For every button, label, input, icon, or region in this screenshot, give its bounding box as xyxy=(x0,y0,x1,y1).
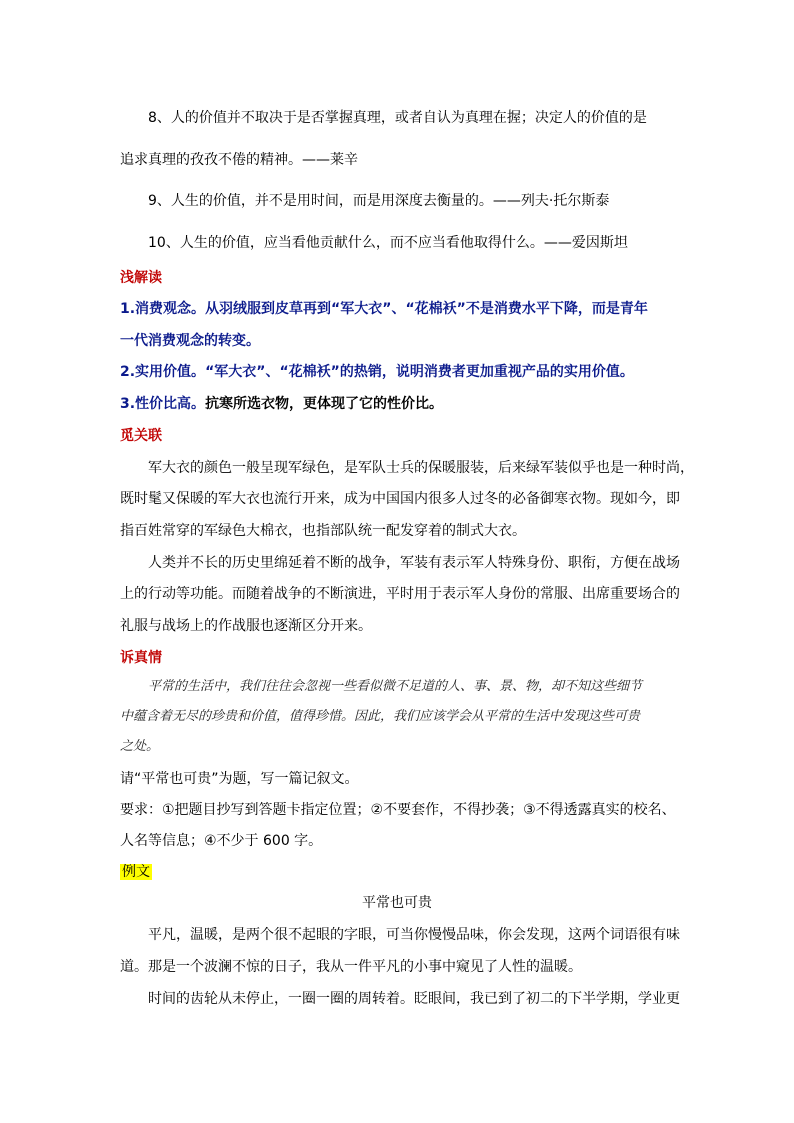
example-title: 平常也可贵 xyxy=(362,895,432,911)
quote-10: 10、人生的价值，应当看他贡献什么，而不应当看他取得什么。——爱因斯坦 xyxy=(148,235,628,251)
mi-p2-line-3: 礼服与战场上的作战服也逐渐区分开来。 xyxy=(120,618,372,634)
section-heading-su: 诉真情 xyxy=(120,650,162,666)
mi-p1-line-1: 军大衣的颜色一般呈现军绿色，是军队士兵的保暖服装，后来绿军装似乎也是一种时尚， xyxy=(148,460,694,476)
reading-item-2 xyxy=(120,362,680,382)
reading-item-1-text: 从羽绒服到皮草再到“军大衣”、“花棉袄”不是消费水平下降，而是青年 xyxy=(205,301,648,317)
section-heading-mi: 觅关联 xyxy=(120,428,162,444)
quote-9: 9、人生的价值，并不是用时间，而是用深度去衡量的。——列夫·托尔斯泰 xyxy=(148,193,610,209)
example-label-highlight: 例文 xyxy=(122,864,150,880)
section-heading-qianjiedu: 浅解读 xyxy=(120,270,162,286)
quote-8-line-1: 8、人的价值并不取决于是否掌握真理，或者自认为真理在握；决定人的价值的是 xyxy=(148,110,647,126)
su-task: 请“平常也可贵”为题，写一篇记叙文。 xyxy=(120,771,359,787)
mi-p2-line-1: 人类并不长的历史里绵延着不断的战争，军装有表示军人特殊身份、职衔，方便在战场 xyxy=(148,555,680,571)
reading-item-3-text: 抗寒所选衣物，更体现了它的性价比。 xyxy=(205,396,444,412)
su-prompt-line-3: 之处。 xyxy=(120,739,160,754)
reading-item-3-lead: 3.性价比高。 xyxy=(120,396,206,412)
reading-item-1-line-1 xyxy=(120,299,680,319)
reading-item-2-text: “军大衣”、“花棉袄”的热销，说明消费者更加重视产品的实用价值。 xyxy=(205,364,634,380)
reading-item-3 xyxy=(120,394,680,414)
su-requirements-line-1: 要求：①把题目抄写到答题卡指定位置；②不要套作，不得抄袭；③不得透露真实的校名、 xyxy=(120,802,676,818)
mi-p2-line-2: 上的行动等功能。而随着战争的不断演进，平时用于表示军人身份的常服、出席重要场合的 xyxy=(120,586,680,602)
example-label xyxy=(120,862,680,882)
example-p2-line-1: 时间的齿轮从未停止，一圈一圈的周转着。眨眼间，我已到了初二的下半学期，学业更 xyxy=(148,991,680,1007)
su-requirements-line-2: 人名等信息；④不少于 600 字。 xyxy=(120,833,323,849)
quote-8-line-2: 追求真理的孜孜不倦的精神。——莱辛 xyxy=(120,152,358,168)
su-prompt-line-1: 平常的生活中，我们往往会忽视一些看似微不足道的人、事、景、物，却不知这些细节 xyxy=(148,679,643,694)
reading-item-2-lead: 2.实用价值。 xyxy=(120,364,206,380)
su-prompt-line-2: 中蕴含着无尽的珍贵和价值，值得珍惜。因此，我们应该学会从平常的生活中发现这些可贵 xyxy=(120,709,641,724)
reading-item-1-line-2: 一代消费观念的转变。 xyxy=(120,333,260,349)
example-p1-line-2: 道。那是一个波澜不惊的日子，我从一件平凡的小事中窥见了人性的温暖。 xyxy=(120,959,582,975)
reading-item-1-lead: 1.消费观念。 xyxy=(120,301,206,317)
example-p1-line-1: 平凡，温暖，是两个很不起眼的字眼，可当你慢慢品味，你会发现，这两个词语很有味 xyxy=(148,927,680,943)
mi-p1-line-2: 既时髦又保暖的军大衣也流行开来，成为中国国内很多人过冬的必备御寒衣物。现如今，即 xyxy=(120,491,680,507)
mi-p1-line-3: 指百姓常穿的军绿色大棉衣，也指部队统一配发穿着的制式大衣。 xyxy=(120,523,526,539)
